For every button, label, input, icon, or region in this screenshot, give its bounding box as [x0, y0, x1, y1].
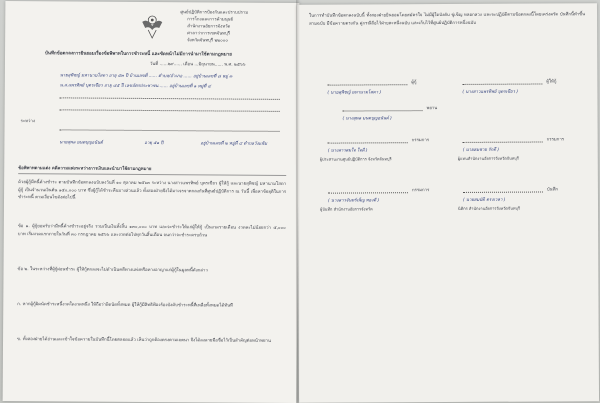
signature-line-witness — [343, 110, 423, 111]
signature-role-committee-1: ผู้ประสานงานศูนย์ปฏิบัติการ จังหวัดจันทบุรี — [319, 156, 392, 162]
signature-role-recorder-2: นิติกร สำนักงานอัยการจังหวัดจันทบุรี — [458, 205, 520, 211]
party-3-name: นายสุพล มนตบุญอนันต์ — [59, 140, 103, 146]
document-date: วันที่ ......๒๙...... เดือน ...มิถุนายน...... พ.ศ. ๒๕๖๖ — [149, 61, 246, 68]
signature-line-lender — [462, 84, 542, 85]
signature-name-committee-1: ( นางสาวสมใจ ใจดี ) — [327, 148, 368, 154]
page-fold-shadow — [296, 0, 300, 403]
body-paragraph-3: ข้อ ๒. ในระหว่างที่ผู้กู้ผ่อนชำระ ผู้ให้กู้ตกลงจะไม่ดำเนินคดีทางแพ่งหรือทางอาญาแก่ผู้กู้ในมูลหนี้ดังกล่าว — [17, 267, 208, 274]
party-2-line: น.ส.แพรทิพย์ บุตรเขียว อายุ ๔๕ ปี เลขบัตรประชาชน ...... อยู่บ้านเลขที่ ๑ หมู่ที่ ๔ — [59, 83, 211, 90]
signature-label-borrower: ผู้กู้ — [411, 80, 417, 86]
org-line-1: ศูนย์ปฏิบัติการป้องกันและปราบปราม — [180, 10, 249, 16]
blank-line — [60, 97, 280, 100]
signature-line-borrower — [327, 84, 407, 85]
signature-name-witness: ( นางสุพล มนตบุญอนันต์ ) — [342, 116, 392, 122]
garuda-emblem-icon — [139, 12, 165, 40]
signature-name-recorder-2: ( นายสมบัติ ตรงเวลา ) — [462, 197, 506, 203]
blank-line — [60, 109, 280, 112]
body-paragraph-5: ข. ทั้งสองฝ่ายได้อ่านและเข้าใจข้อความในบันทึกนี้โดยตลอดแล้ว เห็นว่าถูกต้องตรงตามเจตนา จึงได้ลงลายมือชื่อไว้เป็นสำคัญต่อหน้าพยาน — [17, 337, 271, 344]
section-divider — [18, 173, 286, 176]
body-paragraph-2: ข้อ ๑. ผู้กู้ยอมรับว่ามีหนี้ค้างชำระอยู่จริง รวมเป็นเงินทั้งสิ้น ๑๓๐,๐๐๐ บาท และจะชำระให้แก่ผู้ให้กู้ เป็นงวดรายเดือน งวดละไม่น้อยกว่า ๕,๐๐๐ บาท เริ่มงวดแรกภายในวันที่ ๓๐ กรกฎาคม ๒๕๖๖ และงวดต่อไปทุกวันสิ้นเดือน จนกว่าจะชำระครบถ้วน — [17, 224, 286, 238]
org-line-3: สำนักงานอัยการจังหวัด — [187, 24, 231, 30]
closing-paragraph: ในการทำบันทึกข้อตกลงฉบับนี้ ทั้งสองฝ่ายยินยอมโดยสมัครใจ ไม่มีผู้ใดบังคับ ขู่เข็ญ หลอกลวง และจะปฏิบัติตามข้อตกลงนี้โดยเคร่งครัด บันทึกนี้ทำขึ้นสามฉบับ มีข้อความตรงกัน คู่กรณีถือไว้ฝ่ายละหนึ่งฉบับ และเก็บไว้ที่ศูนย์ปฏิบัติการหนึ่งฉบับ — [309, 12, 586, 27]
signature-label-recorder-2: บันทึก — [546, 187, 559, 193]
signature-role-committee-2: ผู้แทนสำนักงานอัยการจังหวัดจันทบุรี — [457, 155, 519, 161]
org-line-2: การโกงและการค้ามนุษย์ — [187, 17, 234, 23]
between-label: ระหว่าง — [20, 119, 35, 125]
signature-line-recorder-1 — [328, 192, 408, 193]
signature-label-committee-1: กรรมการ — [411, 138, 430, 144]
party-1-line: นายสุพิชญ์ มหานามโสดา อายุ ๕๓ ปี บ้านเลขที่ ...... ตำบล/อำเภอ ...... อยู่บ้านเลขที่ ๘ หมู่ ๓ — [59, 73, 233, 80]
section-title: ข้อพิพาทตามแต่ง คดีความแพ่งระหว่างการเงินและนำมาใช้ตามกฎหมาย — [18, 166, 152, 173]
signature-line-recorder-2 — [463, 192, 543, 193]
document-page-right — [297, 3, 599, 403]
org-line-5: จังหวัดจันทบุรี ๒๒๐๐๐ — [187, 38, 229, 44]
party-3-age: อายุ ๕๑ ปี — [144, 140, 164, 147]
signature-name-committee-2: ( นายสมชาย รักดี ) — [462, 147, 500, 153]
signature-name-lender: ( นางสาวแพรทิพย์ บุตรเขียว ) — [462, 89, 519, 95]
party-3-address: อยู่บ้านเลขที่ ๒ หมู่ที่ ๔ ตำบลวังแซ้ม — [200, 141, 268, 147]
signature-label-recorder-1: กรรมการ — [411, 188, 430, 194]
signature-label-lender: ผู้ให้กู้ — [546, 79, 557, 85]
org-line-4: ศาลาว่าการเขตจันทบุรี — [187, 31, 231, 37]
signature-name-recorder-1: ( นางสาวจันทร์เพ็ญ ทองดี ) — [327, 198, 380, 204]
signature-role-recorder-1: ผู้บันทึก สำนักงานอัยการจังหวัด — [320, 206, 373, 212]
body-paragraph-4: ก. หากผู้กู้ผิดนัดชำระหนี้งวดใดงวดหนึ่ง ให้ถือว่าผิดนัดทั้งหมด ผู้ให้กู้มีสิทธิฟ้องร้องบังคับชำระหนี้ที่เหลือทั้งหมดได้ทันที — [17, 302, 233, 309]
document-page-left — [3, 1, 300, 403]
signature-label-committee-2: กรรมการ — [546, 137, 565, 143]
signature-line-committee-1 — [328, 142, 408, 143]
signature-line-committee-2 — [463, 142, 543, 143]
signature-name-borrower: ( นายสุพิชญ์ มหานามโสดา ) — [327, 90, 382, 96]
body-paragraph-1: ด้วยผู้กู้มีหนี้ค้างชำระ ตามบันทึกข้อตกลงฉบับลงวันที่ ๑๐ ตุลาคม ๒๕๖๓ ระหว่าง นางสาวแพรทิพย์ บุตรเขียว ผู้ให้กู้ และนายสุพิชญ์ มหานามโสดา ผู้กู้ เป็นจำนวนเงินต้น ๑๕๐,๐๐๐ บาท ซึ่งผู้กู้ได้ชำระคืนบางส่วนแล้ว ทั้งสองฝ่ายจึงได้มาเจรจาตกลงกันที่ศูนย์ปฏิบัติการ ณ วันนี้ เพื่อหาข้อยุติในการชำระหนี้ ตามเงื่อนไขดังต่อไปนี้ — [18, 180, 287, 201]
signature-label-witness: พยาน — [426, 106, 438, 112]
document-title: บันทึกข้อตกลงการยินยอมเรื่องข้อพิพาทในการชำระหนี้ และขัดหน้าไม่มีการนำมาใช้ตามกฎหมาย — [45, 51, 232, 58]
blank-line — [59, 129, 279, 132]
